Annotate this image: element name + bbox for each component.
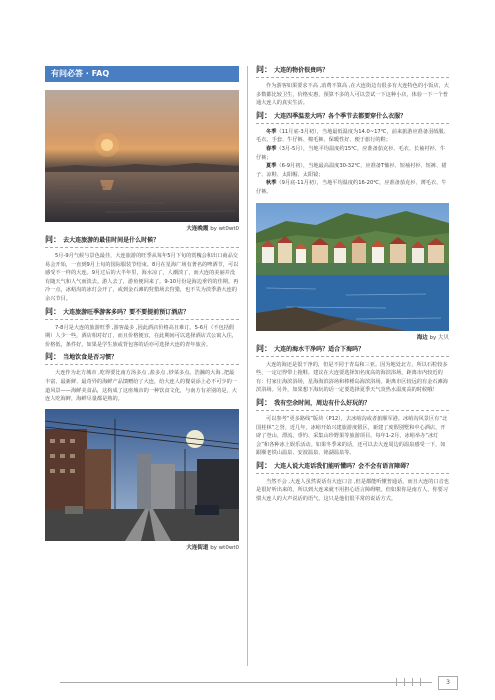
faq-question-1 <box>45 236 239 245</box>
question-mark-label: 问： <box>45 352 61 362</box>
faq-answer-language: 当然不会 ,大连人虽然说话有大连口音 ,但是都能听懂普通话，而且大连的口音也是很好听出来的，所以到大连来就不用担心语言障碍啦。但如果你是南方人，你要习惯大连人的大声说话的语气，这只是他们很平常的说话方式。 <box>256 478 449 503</box>
faq-question-language-text: 大连人说大连话我们能听懂吗？会不会有语言障碍？ <box>274 462 413 470</box>
footer-rule <box>60 682 432 683</box>
faq-answer-price: 作为游客如果要求不高 ,消费不算高 ,在大连街边有很多有大连特色的小饭店，大多数都比较卫生，价格实惠，预算不多的人可以尝试一下这种小店，体验一下一个普通大连人的真实生活。 <box>256 83 449 107</box>
faq-answer-2: 7-8月是大连的旅游旺季 ,游客最多 ,因此酒店价格高且难订。5-6月（不包括假期）人少一些，酒店相对好订，而且价格便宜，在此期间可以选择酒店式公寓入住，价格低，条件好。如果是学生族或背包客的话亦可选择大连的青年旅舍。 <box>45 324 237 348</box>
sunset-photo <box>45 90 239 222</box>
faq-question-1-text: 去大连旅游的最佳时间是什么时候？ <box>63 237 160 244</box>
sunset-photo-caption <box>45 224 239 232</box>
question-divider <box>256 356 449 358</box>
season-winter: 冬季（11月底-3月初），当地最低温度为14.0~17℃，前来旅游应准备羽绒服、毛衣、手套、牛仔裤、棉毛裤、保暖性好、便于旅行的鞋； <box>256 128 449 144</box>
seaside-caption-title: 海边 <box>416 334 428 341</box>
question-divider <box>45 319 239 321</box>
question-divider <box>45 247 239 249</box>
question-divider <box>256 473 449 475</box>
right-column <box>256 66 449 504</box>
faq-answer-nearby: 可以参考“更多路线”版块（P12），去冰峪沟或者旅顺军港。冰峪沟风景区有“北国桂林”之誉。近几年，冰峪开始兴建旅游度假区，新建了度假别墅和中心酒店，开辟了登山、漂流、垂钓、采集山珍野果等旅游项目。每年1-2月，冰峪举办“冰灯会”和各种冰上娱乐活动。如果冬季来的话，还可以去大连周边的温泉感受一下，如跟顺老铁山温泉、安波温泉、铭湖温泉等。 <box>256 415 448 457</box>
street-photo <box>45 409 239 541</box>
faq-answer-3: 大连作为北方城市 ,吃得要比南方汤多点 ,盐多点 ,炒菜多点。浩瀚的大海 ,把最丰富、最新鲜、最奇异的海鲜产品馈赠给了大连，给大连人的餐桌添上必不可少的一道风景——海鲜美食品，这构成了这座城市的一种饮食文化，与南方有差别的是，大连人吃海鲜，海鲜尽量都是熟的。 <box>45 370 237 403</box>
faq-question-seasons <box>256 112 449 121</box>
faq-question-sea-text: 大连的海水干净吗？适合下海吗？ <box>274 345 365 353</box>
question-mark-label: 问： <box>256 65 272 74</box>
faq-question-price <box>256 66 449 75</box>
footer-tick <box>420 678 421 686</box>
faq-question-nearby <box>256 399 449 408</box>
page-footer <box>0 676 495 688</box>
footer-tick <box>404 678 405 686</box>
question-divider <box>256 123 449 125</box>
faq-question-price-text: 大连的物价很贵吗？ <box>274 67 329 74</box>
street-photo-image <box>45 409 239 541</box>
faq-answer-1: 5月-9月气候与景色最佳，大连旅游的旺季从每年5月下旬的赏槐会和出口商品交易会开始，一直到9月上旬的国际服装节结束。8月在星海广场有著名的啤酒节，可以感受不一样的大连。9月过后的大半年里，海水凉了，人潮淡了，而大连的美丽并没有随天气和人气而淡去。游人去了，游鱼便回来了，9-10月份是海边垂钓的佳期。再冷一点，冰峪沟的冰灯会开了，或到金石滩的狩猎场去狩猎，也不失为淡季游大连的余兴节目。 <box>45 253 239 302</box>
faq-question-language <box>256 462 449 471</box>
faq-question-nearby-text: 我有空余时间，周边有什么好玩的？ <box>274 399 371 407</box>
footer-tick <box>396 678 397 686</box>
street-photo-caption <box>45 543 239 551</box>
footer-tick <box>412 678 413 686</box>
seaside-caption-by: by 大贝 <box>429 334 449 341</box>
faq-question-3-text: 当地饮食是否习惯？ <box>63 354 118 362</box>
season-summer: 夏季（6-9月初），当地最高温度30-32℃，应准备T恤衫、短袖衬衫、短裤、裙子、凉鞋、太阳帽、太阳镜； <box>256 163 447 178</box>
faq-question-sea <box>256 345 449 354</box>
question-mark-label: 问： <box>256 460 272 470</box>
street-caption-by: by wt0wt0 <box>210 544 239 551</box>
question-divider <box>45 364 239 366</box>
seaside-photo <box>256 203 449 331</box>
faq-question-2 <box>45 308 239 317</box>
question-mark-label: 问： <box>256 397 272 407</box>
sunset-caption-title: 大连晚霞 <box>186 226 209 232</box>
question-mark-label: 问： <box>45 235 61 244</box>
question-divider <box>256 410 449 412</box>
sunset-photo-image <box>45 90 239 222</box>
faq-question-3 <box>45 353 239 362</box>
left-column <box>45 66 239 551</box>
season-spring: 春季（3月-5月），当地平均温度约15℃，应准备茄克衫、毛衣、长袖衬衫、牛仔裤； <box>256 145 446 161</box>
question-mark-label: 问： <box>256 343 272 353</box>
page-number: 3 <box>438 676 458 690</box>
street-caption-title: 大连街道 <box>186 544 209 551</box>
question-mark-label: 问： <box>45 306 61 316</box>
seaside-photo-image <box>256 203 449 331</box>
sunset-caption-by: by wt0wt0 <box>210 226 239 232</box>
faq-question-2-text: 大连旅游旺季游客多吗？要不要提前预订酒店？ <box>63 308 190 316</box>
faq-question-seasons-text: 大连四季温差大吗？各个季节去都要穿什么衣服？ <box>274 112 407 120</box>
season-autumn: 秋季（9月底-11月初），当地平均温度约16-20℃，应准备茄克衫、薄毛衣、牛仔裤。 <box>256 180 447 195</box>
seaside-photo-caption <box>256 333 449 341</box>
faq-answer-sea: 大连的海还是很干净的，但是不同于青岛和三亚。因为地处北方，所以石粒较多些，一定记得带上拖鞋。建议在大连要选择知名度高的海滨浴场，距离市内较近的有：付家庄海滨浴场，星海海滨浴场和棒棰岛海滨浴场。距离市区较远的有金石滩海滨浴场。另外，如果想下海玩的话一定要选择夏季天气炎热水温度高的时候哦！ <box>256 361 448 394</box>
faq-header: 有问必答 · FAQ <box>45 66 239 82</box>
column-divider <box>247 66 248 666</box>
question-divider <box>256 77 449 79</box>
question-mark-label: 问： <box>256 110 272 120</box>
